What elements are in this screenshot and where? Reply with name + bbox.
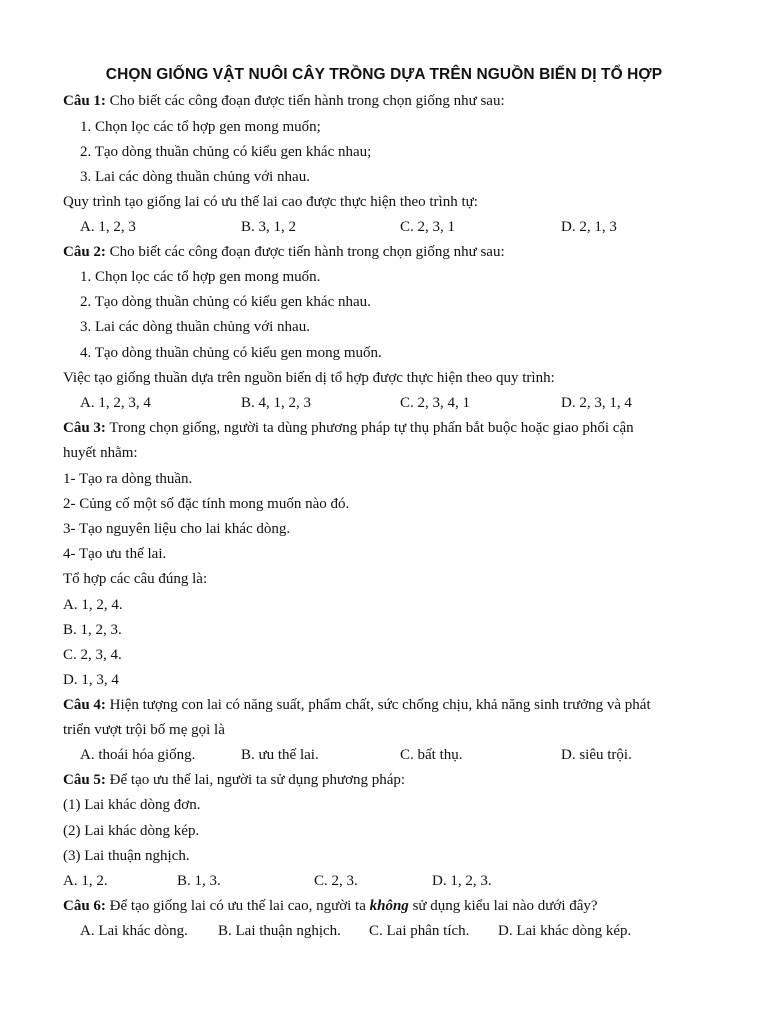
question-2 [63, 243, 505, 261]
answer-option-d: D. 2, 3, 1, 4 [561, 395, 632, 411]
question-prompt: Quy trình tạo giống lai có ưu thế lai cao được thực hiện theo trình tự: [63, 194, 478, 210]
question-label: Câu 6: [63, 898, 106, 914]
answer-option-d: D. 1, 2, 3. [432, 873, 492, 889]
answer-option-c: C. Lai phân tích. [369, 923, 470, 939]
question-5 [63, 771, 405, 789]
list-item: 1- Tạo ra dòng thuần. [63, 471, 193, 487]
list-item: 2. Tạo dòng thuần chủng có kiểu gen khác nhau; [80, 144, 372, 160]
answer-option-a: A. 1, 2. [63, 873, 108, 889]
answer-option-b: B. Lai thuận nghịch. [218, 923, 341, 939]
question-label: Câu 1: [63, 93, 106, 109]
answer-option-d: D. Lai khác dòng kép. [498, 923, 632, 939]
question-label: Câu 4: [63, 697, 106, 713]
page-title: CHỌN GIỐNG VẬT NUÔI CÂY TRỒNG DỰA TRÊN NGUỒN BIẾN DỊ TỔ HỢP [105, 66, 663, 83]
question-text: Cho biết các công đoạn được tiến hành trong chọn giống như sau: [105, 93, 505, 109]
list-item: 2- Củng cố một số đặc tính mong muốn nào đó. [63, 496, 350, 512]
list-item: 2. Tạo dòng thuần chủng có kiểu gen khác nhau. [80, 294, 371, 310]
question-3 [63, 419, 634, 437]
question-text: Hiện tượng con lai có năng suất, phẩm chất, sức chống chịu, khả năng sinh trưởng và phát [105, 697, 651, 713]
question-text: Cho biết các công đoạn được tiến hành trong chọn giống như sau: [105, 244, 505, 260]
list-item: 1. Chọn lọc các tổ hợp gen mong muốn. [80, 269, 321, 285]
question-label: Câu 5: [63, 772, 106, 788]
answer-option-c: C. bất thụ. [400, 747, 463, 763]
answer-option-b: B. 4, 1, 2, 3 [241, 395, 312, 411]
answer-option-d: D. siêu trội. [561, 747, 632, 763]
answer-option-b: B. 3, 1, 2 [241, 219, 297, 235]
answer-option-b: B. 1, 2, 3. [63, 622, 122, 638]
answer-option-c: C. 2, 3, 4, 1 [400, 395, 471, 411]
question-text: Trong chọn giống, người ta dùng phương pháp tự thụ phấn bắt buộc hoặc giao phối cận [105, 420, 634, 436]
list-item: 3. Lai các dòng thuần chủng với nhau. [80, 169, 310, 185]
question-text-continued: triển vượt trội bố mẹ gọi là [63, 722, 225, 738]
list-item: (3) Lai thuận nghịch. [63, 848, 190, 864]
question-label: Câu 3: [63, 420, 106, 436]
question-text-end: sử dụng kiểu lai nào dưới đây? [408, 898, 598, 914]
list-item: (1) Lai khác dòng đơn. [63, 797, 201, 813]
question-6 [63, 897, 598, 915]
question-4 [63, 696, 651, 714]
answer-option-c: C. 2, 3, 4. [63, 647, 122, 663]
list-item: 4. Tạo dòng thuần chủng có kiểu gen mong muốn. [80, 345, 382, 361]
question-prompt: Việc tạo giống thuần dựa trên nguồn biến dị tổ hợp được thực hiện theo quy trình: [63, 370, 555, 386]
answer-option-d: D. 1, 3, 4 [63, 672, 119, 688]
question-1 [63, 92, 505, 110]
answer-option-c: C. 2, 3, 1 [400, 219, 456, 235]
question-prompt: Tổ hợp các câu đúng là: [63, 571, 208, 587]
emphasized-word: không [369, 898, 409, 914]
list-item: (2) Lai khác dòng kép. [63, 823, 200, 839]
answer-option-b: B. 1, 3. [177, 873, 221, 889]
list-item: 3. Lai các dòng thuần chủng với nhau. [80, 319, 310, 335]
question-text: Để tạo ưu thế lai, người ta sử dụng phương pháp: [105, 772, 406, 788]
answer-option-a: A. 1, 2, 4. [63, 597, 123, 613]
list-item: 1. Chọn lọc các tổ hợp gen mong muốn; [80, 119, 321, 135]
answer-option-a: A. Lai khác dòng. [80, 923, 188, 939]
question-label: Câu 2: [63, 244, 106, 260]
answer-option-a: A. 1, 2, 3, 4 [80, 395, 151, 411]
list-item: 4- Tạo ưu thế lai. [63, 546, 167, 562]
list-item: 3- Tạo nguyên liệu cho lai khác dòng. [63, 521, 291, 537]
answer-option-a: A. thoái hóa giống. [80, 747, 196, 763]
answer-option-a: A. 1, 2, 3 [80, 219, 136, 235]
answer-option-b: B. ưu thế lai. [241, 747, 319, 763]
answer-option-c: C. 2, 3. [314, 873, 358, 889]
question-text-continued: huyết nhằm: [63, 445, 138, 461]
question-text: Để tạo giống lai có ưu thế lai cao, người ta [105, 898, 370, 914]
answer-option-d: D. 2, 1, 3 [561, 219, 617, 235]
